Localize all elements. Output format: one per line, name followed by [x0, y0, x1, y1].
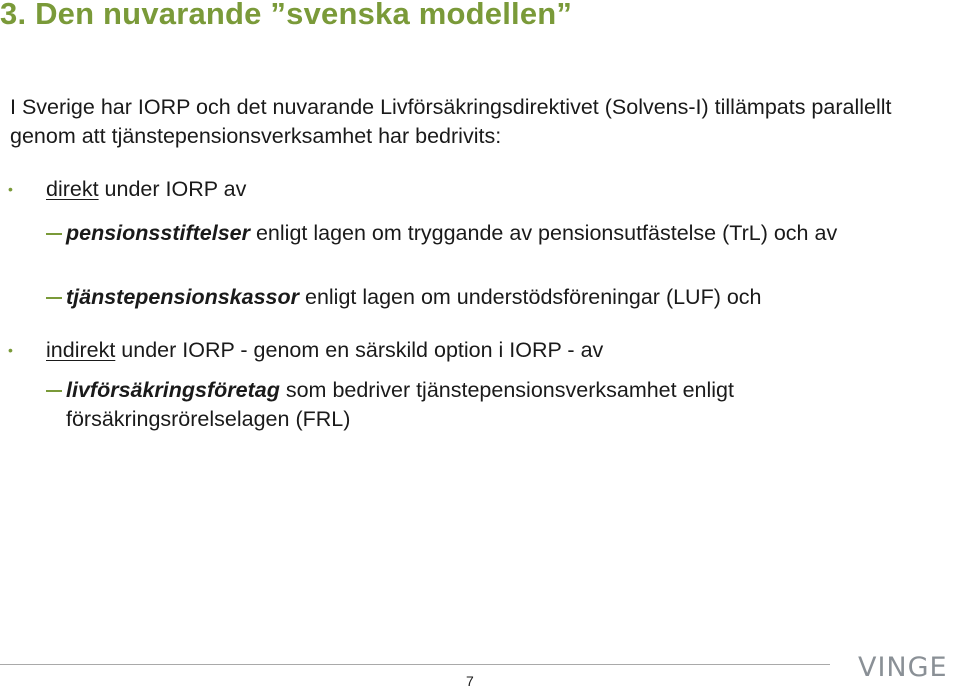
bullet-direkt	[0, 175, 900, 204]
sub-item-pensionsstiftelser	[0, 219, 916, 277]
sub-item-text	[66, 376, 886, 434]
footer-divider	[0, 664, 830, 665]
sub-item-emphasis: tjänstepensionskassor	[66, 285, 300, 309]
sub-item-emphasis: pensionsstiftelser	[66, 221, 250, 245]
intro-paragraph: I Sverige har IORP och det nuvarande Livförsäkringsdirektivet (Solvens-I) tillämpats parallellt genom att tjänstepensionsverksamhet har bedrivits:	[10, 95, 892, 148]
bullet-rest: under IORP av	[98, 177, 247, 201]
sub-item-rest: enligt lagen om tryggande av pensionsutfästelse (TrL) och av	[250, 221, 838, 245]
page-number: 7	[466, 673, 474, 689]
sub-item-text	[66, 219, 916, 248]
bullet-text	[46, 175, 246, 204]
dash-icon	[46, 297, 62, 299]
sub-item-livforsakringsforetag	[0, 376, 916, 434]
bullet-keyword: direkt	[46, 177, 99, 201]
dash-icon	[46, 233, 62, 235]
bullet-icon: •	[8, 181, 13, 197]
vinge-logo: VINGE	[858, 652, 948, 683]
sub-item-rest: som bedriver tjänstepensionsverksamhet enligt försäkringsrörelselagen (FRL)	[66, 378, 734, 431]
sub-item-tjanstepensionskassor	[0, 283, 916, 312]
slide-title: 3. Den nuvarande ”svenska modellen”	[0, 0, 573, 31]
sub-item-emphasis: livförsäkringsföretag	[66, 378, 280, 402]
dash-icon	[46, 390, 62, 392]
sub-item-rest: enligt lagen om understödsföreningar (LUF) och	[299, 285, 762, 309]
bullet-icon: •	[8, 342, 13, 358]
sub-item-text	[66, 283, 916, 312]
bullet-text	[46, 336, 603, 365]
bullet-keyword: indirekt	[46, 338, 116, 362]
bullet-rest: under IORP - genom en särskild option i IORP - av	[115, 338, 604, 362]
bullet-indirekt	[0, 336, 900, 365]
